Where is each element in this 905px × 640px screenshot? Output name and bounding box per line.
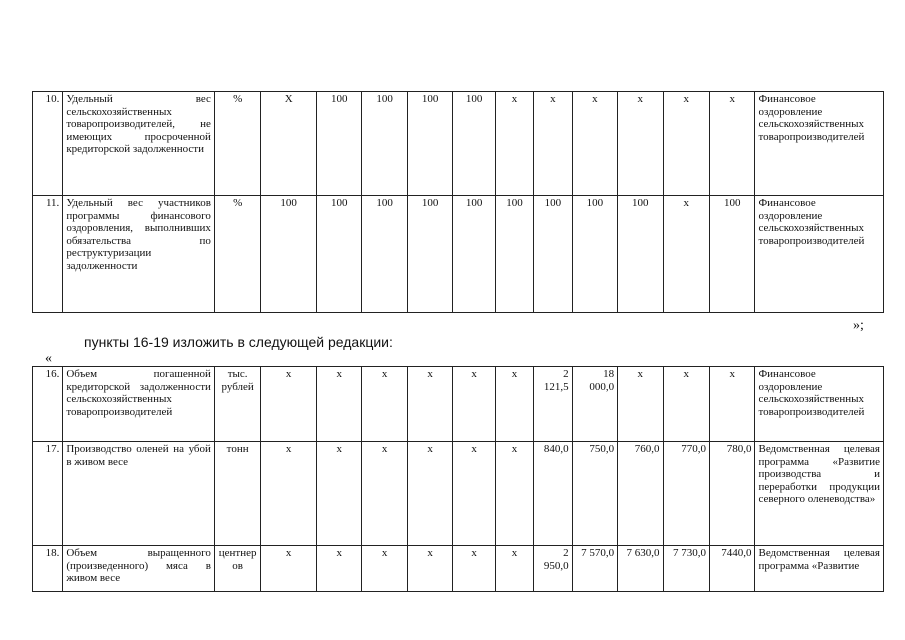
indicator-name: Производство оленей на убой в живом весе [63,442,215,546]
value-cell: х [572,92,617,196]
value-cell: 100 [362,196,407,313]
unit-cell: тонн [214,442,260,546]
indicator-name: Удельный вес сельскохозяйственных товаропроизводителей, не имеющих просроченной кредиторской задолженности [63,92,215,196]
value-cell: 100 [407,196,452,313]
value-cell: 100 [453,92,495,196]
unit-cell: % [214,196,260,313]
value-cell: 2 121,5 [534,367,572,442]
table-row [33,546,884,592]
value-cell: х [710,92,755,196]
value-cell: 840,0 [534,442,572,546]
value-cell: х [407,367,452,442]
row-number: 11. [33,196,63,313]
value-cell: 7 730,0 [663,546,709,592]
value-cell: х [618,92,663,196]
value-cell: х [453,367,495,442]
value-cell: 100 [618,196,663,313]
indicator-name: Объем погашенной кредиторской задолженности сельскохозяйственных товаропроизводителей [63,367,215,442]
value-cell: 100 [534,196,572,313]
value-cell: х [534,92,572,196]
table-row [33,196,884,313]
value-cell: х [362,442,407,546]
unit-cell: тыс. рублей [214,367,260,442]
value-cell: х [261,367,317,442]
value-cell: х [495,442,533,546]
value-cell: х [362,367,407,442]
value-cell: х [407,546,452,592]
value-cell: х [663,92,709,196]
value-cell: 100 [261,196,317,313]
value-cell: Х [261,92,317,196]
closing-quote: »; [853,318,864,333]
indicators-table-bottom [32,366,884,592]
value-cell: х [407,442,452,546]
unit-cell: % [214,92,260,196]
value-cell: 18 000,0 [572,367,617,442]
value-cell: х [362,546,407,592]
row-number: 16. [33,367,63,442]
value-cell: 100 [495,196,533,313]
value-cell: х [618,367,663,442]
value-cell: х [261,546,317,592]
value-cell: х [261,442,317,546]
value-cell: 100 [316,196,361,313]
program-goal: Ведомственная целевая программа «Развитие [755,546,884,592]
value-cell: 100 [453,196,495,313]
indicators-table-top [32,91,884,313]
value-cell: х [495,367,533,442]
amendment-instruction: пункты 16-19 изложить в следующей редакции: [84,334,393,350]
value-cell: х [453,442,495,546]
value-cell: х [316,546,361,592]
value-cell: 100 [572,196,617,313]
value-cell: х [453,546,495,592]
row-number: 18. [33,546,63,592]
table-row [33,367,884,442]
row-number: 17. [33,442,63,546]
value-cell: 7 630,0 [618,546,663,592]
indicator-name: Удельный вес участников программы финансового оздоровления, выполнивших обязательства по реструктуризации задолженности [63,196,215,313]
value-cell: 7 570,0 [572,546,617,592]
value-cell: 760,0 [618,442,663,546]
value-cell: х [663,196,709,313]
value-cell: х [495,92,533,196]
value-cell: 100 [407,92,452,196]
row-number: 10. [33,92,63,196]
table-row [33,92,884,196]
value-cell: х [663,367,709,442]
value-cell: 100 [710,196,755,313]
value-cell: х [495,546,533,592]
value-cell: 780,0 [710,442,755,546]
table-row [33,442,884,546]
program-goal: Финансовое оздоровление сельскохозяйственных товаропроизводителей [755,196,884,313]
value-cell: х [710,367,755,442]
value-cell: х [316,442,361,546]
program-goal: Финансовое оздоровление сельскохозяйственных товаропроизводителей [755,92,884,196]
value-cell: 100 [362,92,407,196]
value-cell: 7440,0 [710,546,755,592]
opening-quote: « [45,351,52,366]
program-goal: Финансовое оздоровление сельскохозяйственных товаропроизводителей [755,367,884,442]
unit-cell: центнеров [214,546,260,592]
value-cell: 750,0 [572,442,617,546]
indicator-name: Объем выращенного (произведенного) мяса в живом весе [63,546,215,592]
value-cell: 770,0 [663,442,709,546]
program-goal: Ведомственная целевая программа «Развитие производства и переработки продукции северного оленеводства» [755,442,884,546]
value-cell: 100 [316,92,361,196]
value-cell: х [316,367,361,442]
value-cell: 2 950,0 [534,546,572,592]
